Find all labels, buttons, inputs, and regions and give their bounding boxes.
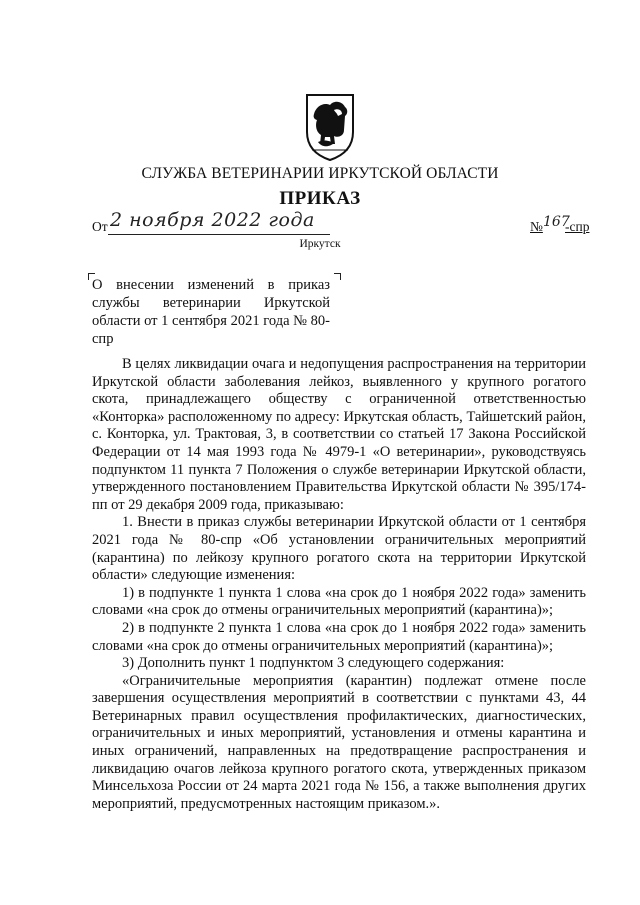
quoted-text-paragraph: «Ограничительные мероприятия (карантин) подлежат отмене после завершения осуществления мероприятий в соответствии с пунктами 43, 44 Ветеринарных правил осуществления профилактических, диагностических, ограничительных и иных мероприятий, установления и отмены карантина и иных ограничений, направленных на предотвращение распространения и ликвидацию очагов лейкоза крупного рогатого скота, утвержденных приказом Минсельхоза России от 24 марта 2021 года № 156, а также выполнения других мероприятий, предусмотренных настоящим приказом.». xyxy=(92,672,586,812)
coat-of-arms-icon xyxy=(304,92,356,162)
subject-corner-mark-right xyxy=(334,273,341,280)
date-prefix: От xyxy=(92,219,108,234)
order-number xyxy=(530,214,590,238)
city-name: Иркутск xyxy=(299,238,341,250)
handwritten-date: 2 ноября 2022 года xyxy=(110,209,315,231)
clause-1-paragraph: 1. Внести в приказ службы ветеринарии Иркутской области от 1 сентября 2021 года № 80-спр «Об установлении ограничительных мероприятий (карантина) по лейкозу крупного рогатого скота на территории Иркутской области» следующие изменения: xyxy=(92,514,586,584)
agency-name: СЛУЖБА ВЕТЕРИНАРИИ ИРКУТСКОЙ ОБЛАСТИ xyxy=(141,165,499,182)
order-body xyxy=(92,356,586,813)
preamble-paragraph: В целях ликвидации очага и недопущения распространения на территории Иркутской области заболевания лейкоз, выявленного у крупного рогатого скота, принадлежащего обществу с ограниченной ответственностью «Конторка» расположенному по адресу: Иркутская область, Тайшетский район, с. Конторка, ул. Трактовая, 3, в соответствии со статьей 17 Закона Российской Федерации от 14 мая 1993 года № 4979-1 «О ветеринарии», руководствуясь подпунктом 11 пункта 7 Положения о службе ветеринарии Иркутской области, утвержденного постановлением Правительства Иркутской области № 395/174-пп от 29 декабря 2009 года, приказываю: xyxy=(92,356,586,513)
order-date xyxy=(92,209,352,235)
order-subject: О внесении изменений в приказ службы ветеринарии Иркутской области от 1 сентября 2021 года № 80-спр xyxy=(92,277,330,347)
subclause-2-paragraph: 2) в подпункте 2 пункта 1 слова «на срок до 1 ноября 2022 года» заменить словами «на срок до отмены ограничительных мероприятий (карантина)»; xyxy=(92,619,586,654)
handwritten-number: 167 xyxy=(543,214,570,230)
number-sign: № xyxy=(530,219,543,234)
document-type-title: ПРИКАЗ xyxy=(279,188,361,209)
number-suffix: -спр xyxy=(565,219,590,234)
subclause-3-paragraph: 3) Дополнить пункт 1 подпунктом 3 следующего содержания: xyxy=(122,655,505,672)
date-underline xyxy=(108,234,330,235)
subclause-1-paragraph: 1) в подпункте 1 пункта 1 слова «на срок до 1 ноября 2022 года» заменить словами «на срок до отмены ограничительных мероприятий (карантина)»; xyxy=(92,584,586,619)
